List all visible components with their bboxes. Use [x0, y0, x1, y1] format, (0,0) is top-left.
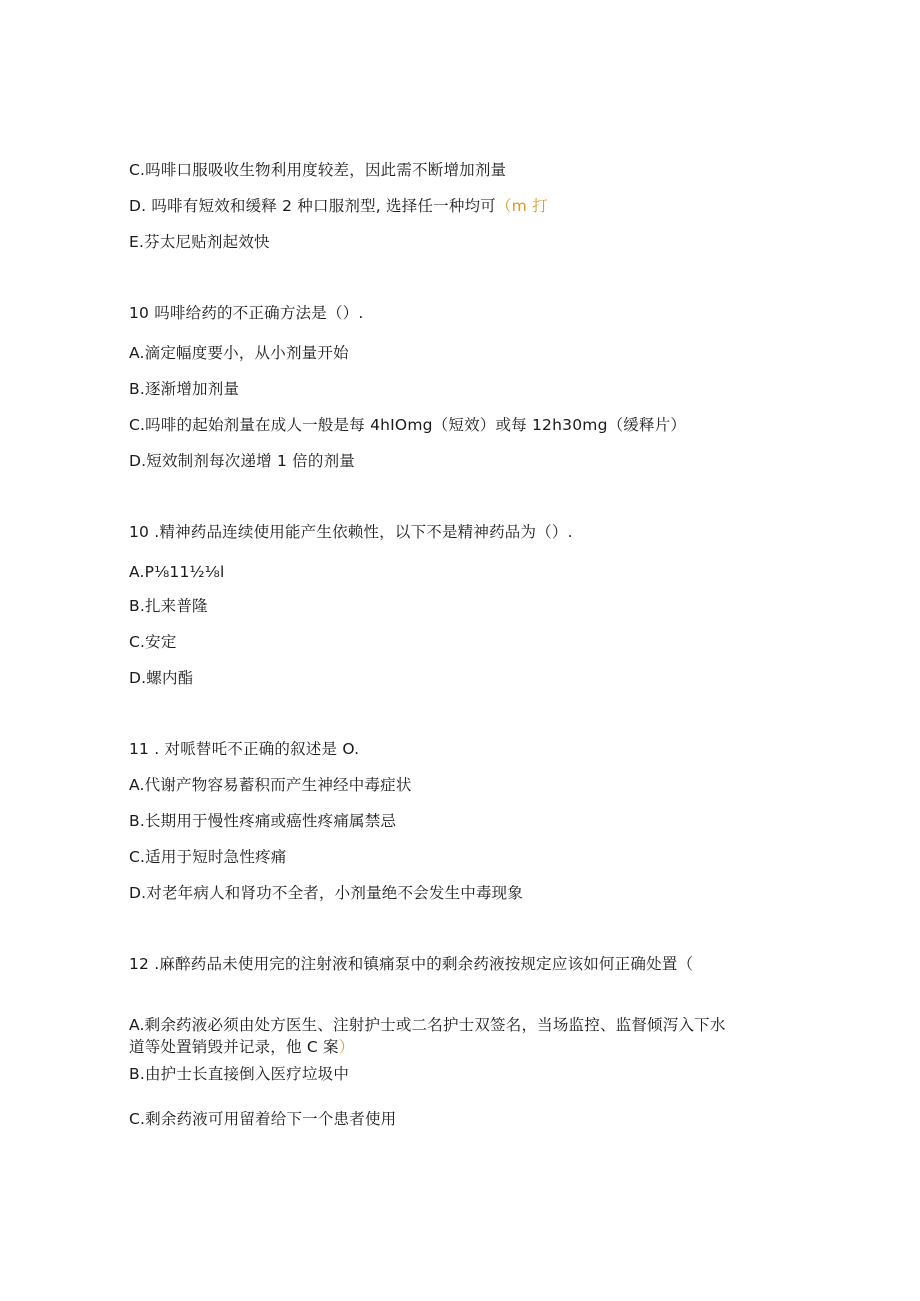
q10a-option-b: B.逐渐增加剂量	[129, 380, 240, 398]
q9-option-d-text: D. 吗啡有短效和缓释 2 种口服剂型, 选择任一种均可	[129, 197, 496, 215]
q12-option-b: B.由护士长直接倒入医疗垃圾中	[129, 1065, 350, 1083]
q10a-option-d: D.短效制剂每次递增 1 倍的剂量	[129, 452, 355, 470]
q10b-option-b: B.扎来普隆	[129, 597, 208, 615]
q11-question: 11 . 对哌替吒不正确的叙述是 O.	[129, 740, 360, 758]
q9-option-e: E.芬太尼贴剂起效快	[129, 233, 270, 251]
q12-option-a-line2-text: 道等处置销毁并记录，他 C 案	[129, 1038, 339, 1056]
q10a-option-a: A.滴定幅度要小，从小剂量开始	[129, 344, 349, 362]
q10b-option-a: A.P⅛11½⅛l	[129, 563, 225, 581]
q11-option-c: C.适用于短时急性疼痛	[129, 848, 287, 866]
q12-option-c: C.剩余药液可用留着给下一个患者使用	[129, 1110, 397, 1128]
q12-option-a-line1: A.剩余药液必须由处方医生、注射护士或二名护士双签名，当场监控、监督倾泻入下水	[129, 1016, 726, 1034]
q9-option-d-mark: （m 打	[495, 197, 548, 215]
q11-option-d: D.对老年病人和肾功不全者，小剂量绝不会发生中毒现象	[129, 884, 524, 902]
q9-option-c: C.吗啡口服吸收生物利用度较差，因此需不断增加剂量	[129, 161, 507, 179]
q10b-option-c: C.安定	[129, 633, 177, 651]
q12-option-a-line2-mark: ）	[338, 1038, 355, 1056]
q10b-option-d: D.螺内酯	[129, 669, 194, 687]
q10b-question: 10 .精神药品连续使用能产生依赖性，以下不是精神药品为（）.	[129, 523, 573, 541]
q11-option-b: B.长期用于慢性疼痛或癌性疼痛属禁忌	[129, 812, 397, 830]
q12-question: 12 .麻醉药品未使用完的注射液和镇痛泵中的剩余药液按规定应该如何正确处置（	[129, 955, 694, 973]
q11-option-a: A.代谢产物容易蓄积而产生神经中毒症状	[129, 776, 412, 794]
q10a-option-c: C.吗啡的起始剂量在成人一般是每 4hIOmg（短效）或每 12h30mg（缓释片）	[129, 416, 687, 434]
q12-option-a-line2	[129, 1036, 354, 1058]
q10a-question: 10 吗啡给药的不正确方法是（）.	[129, 304, 364, 322]
q9-option-d	[129, 195, 548, 217]
